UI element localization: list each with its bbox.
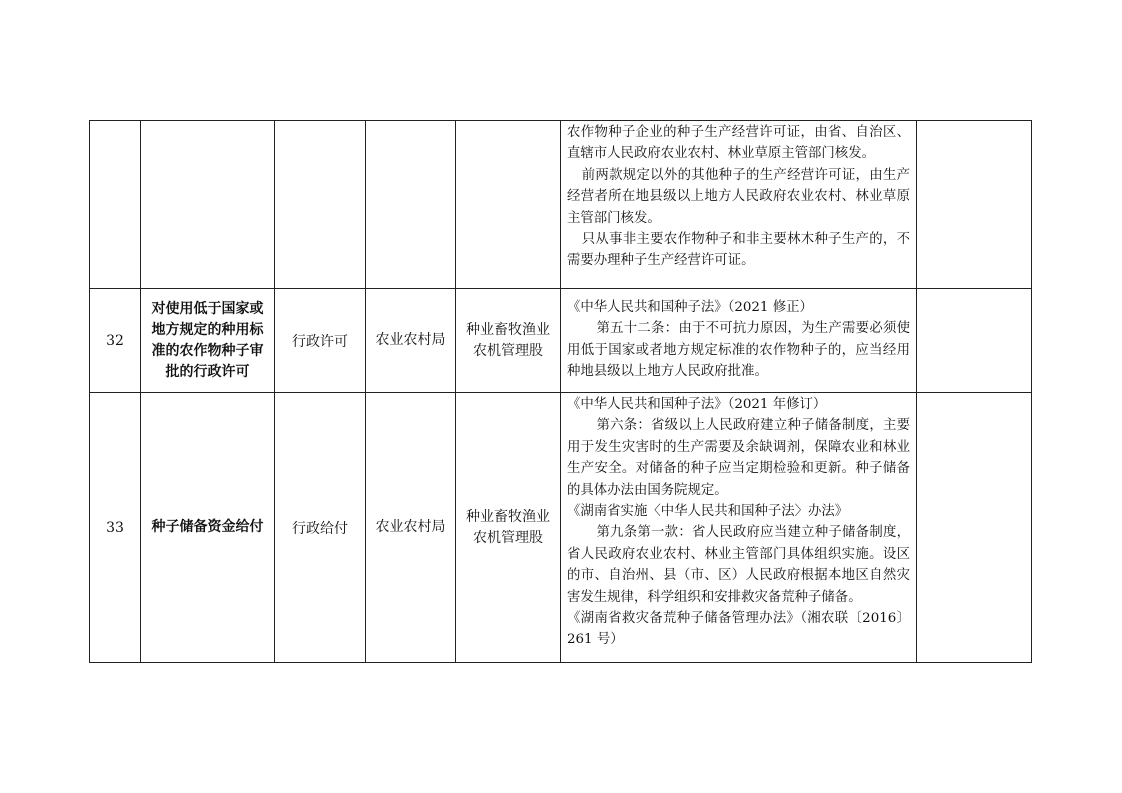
responsible-unit: 种业畜牧渔业农机管理股 [456, 289, 561, 393]
table-row [90, 393, 1032, 663]
basis-paragraph: 《中华人民共和国种子法》（2021 修正） [567, 300, 813, 315]
basis-paragraph: 只从事非主要农作物种子和非主要林木种子生产的，不需要办理种子生产经营许可证。 [567, 232, 910, 269]
legal-basis [561, 121, 917, 289]
permits-table [89, 120, 1032, 663]
department: 农业农村局 [366, 393, 456, 663]
basis-paragraph: 前两款规定以外的其他种子的生产经营许可证，由生产经营者所在地县级以上地方人民政府农业农村、林业草原主管部门核发。 [567, 167, 910, 226]
basis-paragraph: 第九条第一款：省人民政府应当建立种子储备制度，省人民政府农业农村、林业主管部门具体组织实施。设区的市、自治州、县（市、区）人民政府根据本地区自然灾害发生规律，科学组织和安排救灾备荒种子储备。 [567, 525, 910, 605]
row-number: 32 [90, 289, 141, 393]
responsible-unit: 种业畜牧渔业农机管理股 [456, 393, 561, 663]
department: 农业农村局 [366, 289, 456, 393]
table-row [90, 289, 1032, 393]
basis-paragraph: 《中华人民共和国种子法》（2021 年修订） [567, 397, 827, 412]
legal-basis [561, 289, 917, 393]
item-type [275, 121, 366, 289]
remarks [917, 121, 1032, 289]
basis-paragraph: 农作物种子企业的种子生产经营许可证，由省、自治区、直辖市人民政府农业农村、林业草原主管部门核发。 [567, 125, 910, 162]
item-type: 行政许可 [275, 289, 366, 393]
basis-paragraph: 《湖南省实施〈中华人民共和国种子法〉办法》 [567, 504, 849, 520]
item-name: 种子储备资金给付 [141, 393, 275, 663]
row-number: 33 [90, 393, 141, 663]
remarks [917, 289, 1032, 393]
basis-paragraph: 第六条：省级以上人民政府建立种子储备制度，主要用于发生灾害时的生产需要及余缺调剂，保障农业和林业生产安全。对储备的种子应当定期检验和更新。种子储备的具体办法由国务院规定。 [567, 418, 910, 498]
responsible-unit [456, 121, 561, 289]
row-number [90, 121, 141, 289]
table-row [90, 121, 1032, 289]
item-name: 对使用低于国家或地方规定的种用标准的农作物种子审批的行政许可 [141, 289, 275, 393]
basis-paragraph: 第五十二条：由于不可抗力原因，为生产需要必须使用低于国家或者地方规定标准的农作物种子的，应当经用种地县级以上地方人民政府批准。 [567, 321, 910, 380]
legal-basis [561, 393, 917, 663]
item-name [141, 121, 275, 289]
basis-paragraph: 《湖南省救灾备荒种子储备管理办法》（湘农联〔2016〕261 号） [567, 611, 910, 648]
item-type: 行政给付 [275, 393, 366, 663]
remarks [917, 393, 1032, 663]
department [366, 121, 456, 289]
